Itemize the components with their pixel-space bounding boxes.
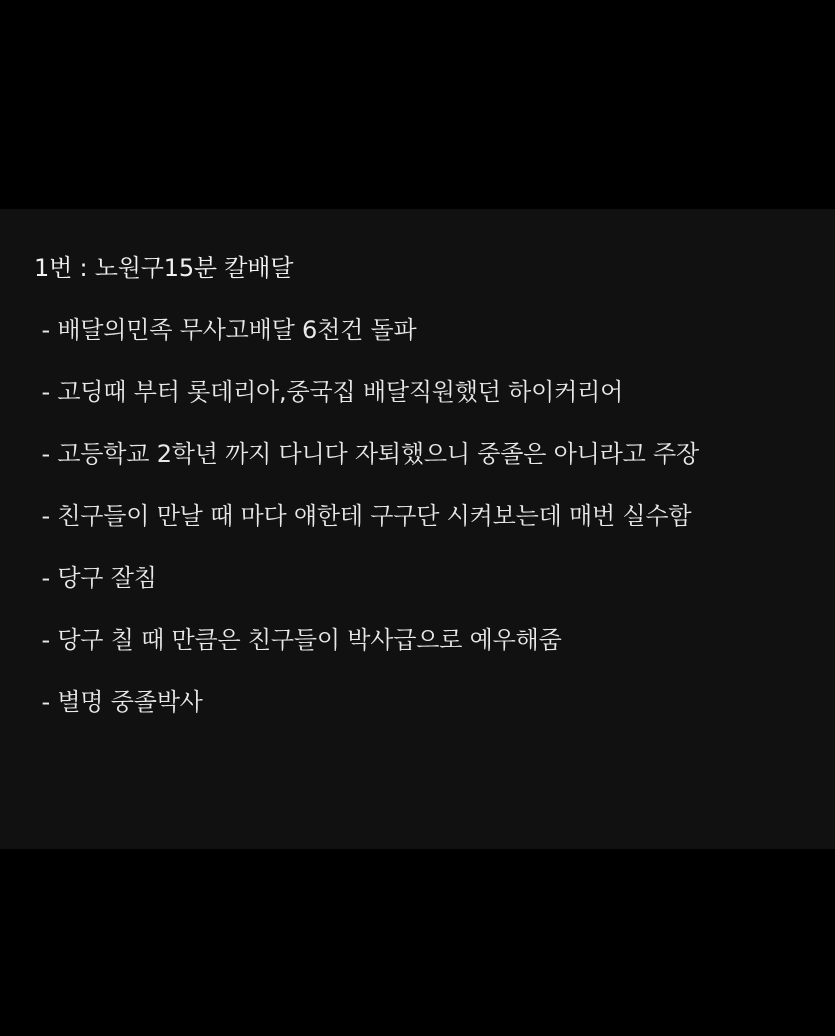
document-line: - 별명 중졸박사 — [34, 688, 203, 716]
document-line: - 배달의민족 무사고배달 6천건 돌파 — [34, 316, 417, 344]
document-line: - 친구들이 만날 때 마다 얘한테 구구단 시켜보는데 매번 실수함 — [34, 502, 692, 530]
text-panel — [0, 209, 835, 849]
document-line: - 고등학교 2학년 까지 다니다 자퇴했으니 중졸은 아니라고 주장 — [34, 440, 699, 468]
document-line: - 당구 잘침 — [34, 564, 157, 592]
document-line: - 고딩때 부터 롯데리아,중국집 배달직원했던 하이커리어 — [34, 378, 624, 406]
document-title: 1번 : 노원구15분 칼배달 — [34, 254, 294, 282]
document-line: - 당구 칠 때 만큼은 친구들이 박사급으로 예우해줌 — [34, 626, 562, 654]
